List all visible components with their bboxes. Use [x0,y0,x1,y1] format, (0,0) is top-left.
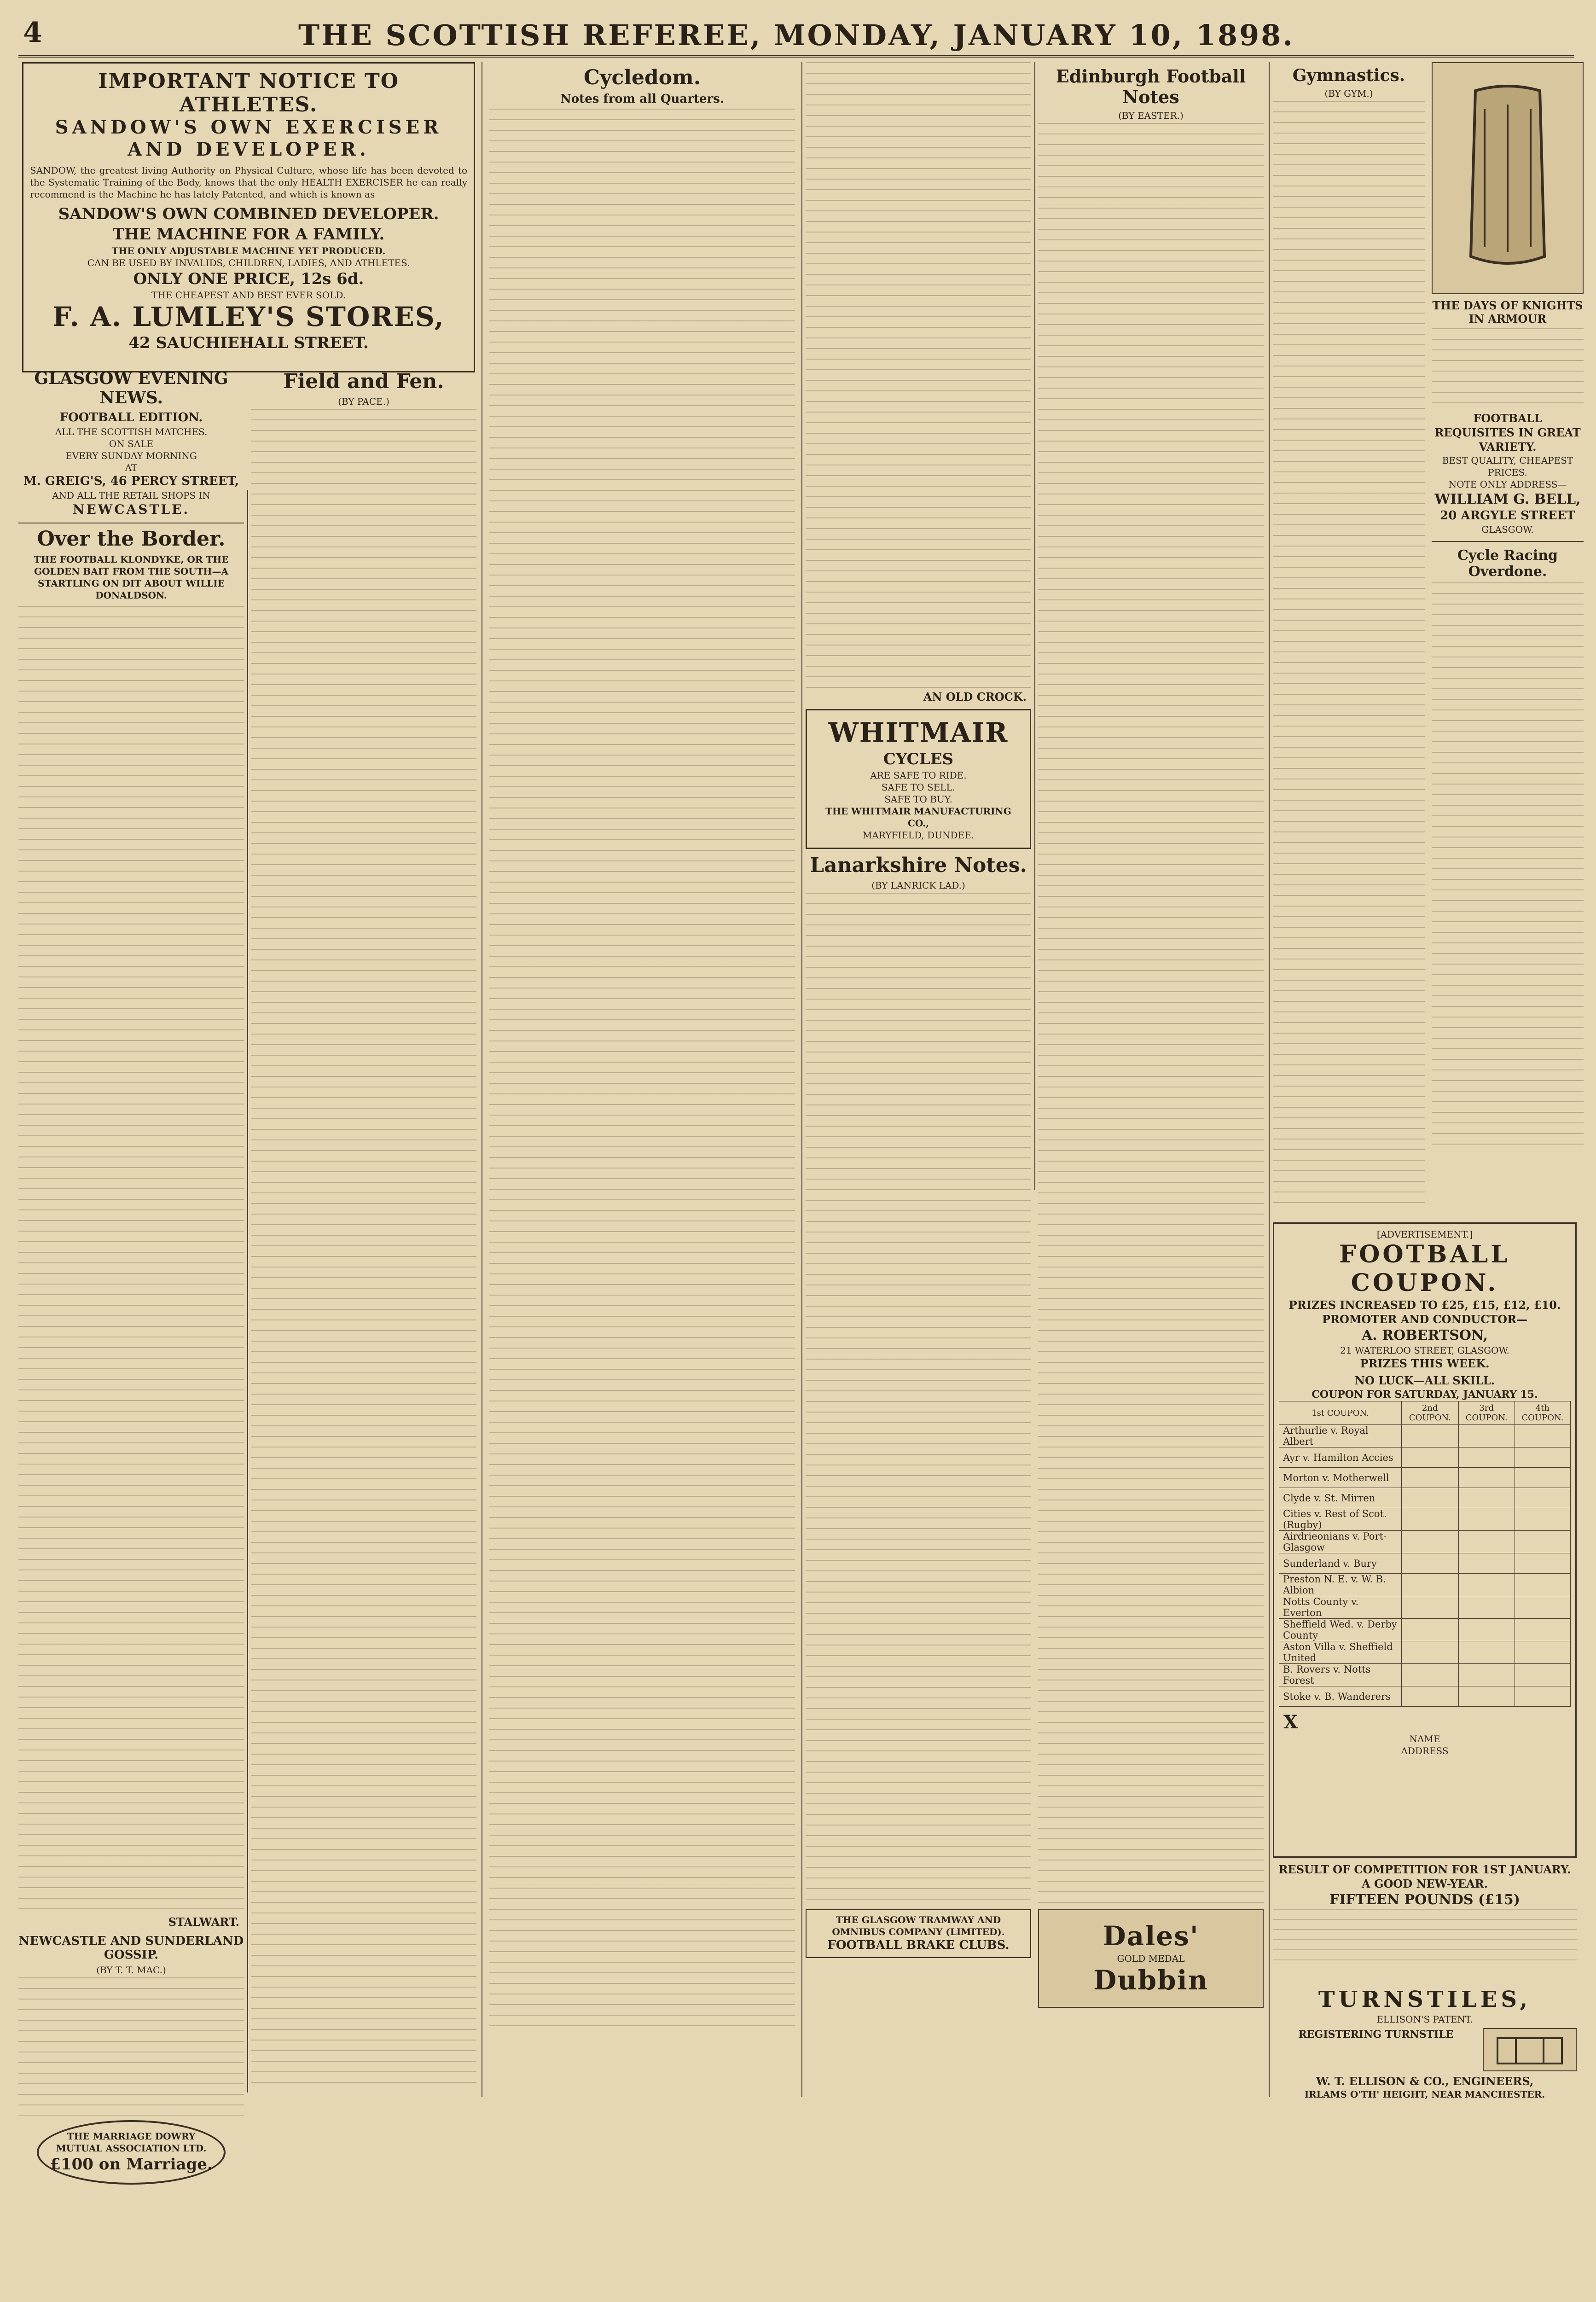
shin-guards-football: FOOTBALL REQUISITES IN GREAT VARIETY. [1434,412,1581,454]
shin-guards-best: BEST QUALITY, CHEAPEST PRICES. [1442,454,1573,478]
coupon-entry-cell[interactable] [1458,1425,1515,1447]
evening-news-matches: ALL THE SCOTTISH MATCHES. [55,426,208,437]
shin-guards-column [1432,62,1584,1149]
coupon-col-4: 4th COUPON. [1515,1401,1570,1425]
turnstiles-sub: ELLISON'S PATENT. [1376,2013,1473,2025]
gymnastics-headline: Gymnastics. [1292,66,1405,85]
coupon-row [1279,1619,1571,1641]
evening-news-edition: FOOTBALL EDITION. [59,411,203,424]
sandow-ad-developer: SANDOW'S OWN COMBINED DEVELOPER. [58,205,439,224]
coupon-entry-cell[interactable] [1458,1531,1515,1553]
coupon-entry-cell[interactable] [1515,1641,1570,1664]
coupon-entry-cell[interactable] [1458,1508,1515,1531]
coupon-name-label[interactable]: NAME [1409,1733,1440,1745]
coupon-no-luck: NO LUCK—ALL SKILL. [1355,1374,1495,1388]
shin-guards-street: 20 ARGYLE STREET [1440,508,1575,523]
gymnastics-body [1273,101,1425,1206]
coupon-prizes: PRIZES INCREASED TO £25, £15, £12, £10. [1288,1298,1561,1312]
turnstiles-company: W. T. ELLISON & CO., ENGINEERS, [1316,2074,1534,2088]
whitmair-safe-ride: ARE SAFE TO RIDE. [870,769,967,781]
newspaper-title: THE SCOTTISH REFEREE, MONDAY, JANUARY 10, 1898. [298,18,1294,52]
column-1b [251,366,476,2302]
coupon-col-3: 3rd COUPON. [1458,1401,1515,1425]
lanarkshire-headline: Lanarkshire Notes. [810,854,1027,877]
coupon-match: Notts County v. Everton [1279,1596,1402,1619]
coupon-entry-cell[interactable] [1515,1664,1570,1686]
coupon-row [1279,1686,1571,1707]
column-3 [806,62,1266,2097]
column-2 [486,62,799,2097]
sandow-ad-price: ONLY ONE PRICE, 12s 6d. [133,269,364,288]
cycledom-subhead: Notes from all Quarters. [560,92,724,106]
sandow-ad-cheapest: THE CHEAPEST AND BEST EVER SOLD. [151,289,346,301]
lumley-stores-address: 42 SAUCHIEHALL STREET. [128,334,369,353]
coupon-entry-cell[interactable] [1515,1447,1570,1468]
edinburgh-byline: (BY EASTER.) [1118,110,1184,121]
column-rule [1269,62,1270,2097]
shin-guards-title: THE DAYS OF KNIGHTS IN ARMOUR [1432,299,1583,326]
tramway-brakes: FOOTBALL BRAKE CLUBS. [827,1938,1010,1952]
coupon-row [1279,1574,1571,1596]
column-rule [247,490,248,2093]
coupon-address: 21 WATERLOO STREET, GLASGOW. [1340,1345,1509,1356]
coupon-row [1279,1508,1571,1531]
coupon-entry-cell[interactable] [1458,1641,1515,1664]
coupon-entry-cell[interactable] [1515,1686,1570,1707]
marriage-dowry-amount: £100 on Marriage. [50,2155,213,2174]
dales-medal: GOLD MEDAL [1117,1953,1185,1964]
coupon-row [1279,1488,1571,1508]
newcastle-byline: (BY T. T. MAC.) [96,1964,166,1976]
coupon-title: FOOTBALL COUPON. [1339,1240,1510,1297]
coupon-match: Clyde v. St. Mirren [1279,1488,1402,1508]
coupon-match: Stoke v. B. Wanderers [1279,1686,1402,1707]
shin-guards-city: GLASGOW. [1481,524,1534,535]
turnstiles-place: IRLAMS O'TH' HEIGHT, NEAR MANCHESTER. [1304,2088,1545,2100]
coupon-entry-cell[interactable] [1458,1619,1515,1641]
coupon-entry-cell[interactable] [1401,1574,1458,1596]
lanarkshire-byline: (BY LANRICK LAD.) [871,880,965,891]
evening-news-every: EVERY SUNDAY MORNING [65,450,197,461]
coupon-entry-cell[interactable] [1515,1488,1570,1508]
coupon-entry-cell[interactable] [1401,1425,1458,1447]
football-coupon [1273,1222,1577,1858]
coupon-entry-cell[interactable] [1401,1619,1458,1641]
evening-news-title: GLASGOW EVENING NEWS. [34,369,228,407]
coupon-row [1279,1664,1571,1686]
coupon-entry-cell[interactable] [1515,1425,1570,1447]
coupon-entry-cell[interactable] [1458,1664,1515,1686]
coupon-row [1279,1425,1571,1447]
coupon-entry-cell[interactable] [1515,1531,1570,1553]
coupon-this-week: PRIZES THIS WEEK. [1360,1357,1490,1371]
coupon-entry-cell[interactable] [1515,1596,1570,1619]
coupon-entry-cell[interactable] [1515,1508,1570,1531]
coupon-match: Sheffield Wed. v. Derby County [1279,1619,1402,1641]
turnstiles-ad [1273,1987,1577,2100]
coupon-row [1279,1531,1571,1553]
tramway-ad [806,1909,1031,1958]
newcastle-headline: NEWCASTLE AND SUNDERLAND GOSSIP. [18,1934,244,1962]
dales-dubbin-ad [1038,1909,1264,2008]
coupon-entry-cell[interactable] [1458,1596,1515,1619]
coupon-advertisement-label: [ADVERTISEMENT.] [1376,1229,1473,1240]
coupon-row [1279,1447,1571,1468]
over-border-headline: Over the Border. [37,527,226,551]
stalwart-signature: STALWART. [168,1915,239,1929]
coupon-entry-cell[interactable] [1515,1574,1570,1596]
coupon-address-label[interactable]: ADDRESS [1401,1745,1449,1757]
whitmair-maker: THE WHITMAIR MANUFACTURING CO., [825,805,1011,829]
marriage-dowry-name: THE MARRIAGE DOWRY MUTUAL ASSOCIATION LTD. [56,2130,207,2154]
coupon-col-1: 1st COUPON. [1279,1401,1402,1425]
sandow-ad-tagline: THE ONLY ADJUSTABLE MACHINE YET PRODUCED. [111,245,386,256]
coupon-entry-cell[interactable] [1515,1468,1570,1488]
edinburgh-headline: Edinburgh Football Notes [1056,66,1246,107]
lumley-stores-name: F. A. LUMLEY'S STORES, [52,301,445,332]
coupon-entry-cell[interactable] [1401,1531,1458,1553]
column-rule [801,62,802,2097]
field-fen-byline: (BY PACE.) [338,396,389,407]
dales-name: Dales' [1103,1920,1199,1952]
turnstile-illustration [1483,2028,1577,2071]
marriage-dowry-ad [37,2120,226,2185]
coupon-promoter: PROMOTER AND CONDUCTOR— [1322,1312,1528,1326]
evening-news-ad [18,369,244,523]
cycledom-headline: Cycledom. [583,66,701,89]
coupon-new-year: A GOOD NEW-YEAR. [1362,1877,1488,1891]
coupon-match: Ayr v. Hamilton Accies [1279,1447,1402,1468]
coupon-entry-cell[interactable] [1401,1664,1458,1686]
page-number: 4 [23,17,42,49]
evening-news-at: AT [125,462,138,473]
coupon-entry-cell[interactable] [1401,1596,1458,1619]
coupon-row [1279,1641,1571,1664]
coupon-row [1279,1596,1571,1619]
cycledom-continued [806,62,1031,688]
over-border-body [18,606,244,1913]
coupon-table [1279,1401,1571,1707]
field-fen-headline: Field and Fen. [283,370,444,393]
tramway-name: THE GLASGOW TRAMWAY AND OMNIBUS COMPANY (LIMITED). [832,1914,1005,1937]
over-border-kicker: THE FOOTBALL KLONDYKE, OR THE GOLDEN BAIT FROM THE SOUTH—A STARTLING ON DIT ABOUT WILLIE DONALDSON. [34,553,229,601]
coupon-match: B. Rovers v. Notts Forest [1279,1664,1402,1686]
coupon-row [1279,1553,1571,1574]
coupon-entry-cell[interactable] [1401,1447,1458,1468]
old-crock-signature: AN OLD CROCK. [923,690,1027,703]
sandow-ad-product-line: SANDOW'S OWN EXERCISER AND DEVELOPER. [55,116,442,161]
coupon-entry-cell[interactable] [1401,1488,1458,1508]
evening-news-town: NEWCASTLE. [72,501,190,517]
coupon-x-mark: X [1283,1711,1298,1733]
coupon-match: Arthurlie v. Royal Albert [1279,1425,1402,1447]
coupon-entry-cell[interactable] [1458,1686,1515,1707]
coupon-entry-cell[interactable] [1515,1553,1570,1574]
sandow-ad-intro: SANDOW, the greatest living Authority on Physical Culture, whose life has been devoted to the Systematic Training of the Body, knows that the only HEALTH EXERCISER he can really recommend is the Machine he has lately Patented, and which is known as [30,165,467,200]
coupon-match: Preston N. E. v. W. B. Albion [1279,1574,1402,1596]
sandow-ad-family: THE MACHINE FOR A FAMILY. [112,225,385,244]
whitmair-safe-buy: SAFE TO BUY. [884,793,952,805]
coupon-match: Aston Villa v. Sheffield United [1279,1641,1402,1664]
column-1a [18,366,244,2302]
edinburgh-body [1038,123,1264,1905]
shin-guards-illustration [1432,62,1584,294]
shin-guards-seller: WILLIAM G. BELL, [1434,491,1581,507]
whitmair-safe-sell: SAFE TO SELL. [881,781,956,793]
coupon-entry-cell[interactable] [1515,1619,1570,1641]
column-3a [806,62,1031,2097]
coupon-result-title: RESULT OF COMPETITION FOR 1ST JANUARY. [1278,1863,1571,1876]
whitmair-cycles: CYCLES [883,750,954,768]
coupon-rules [1273,1909,1577,1964]
gymnastics-column [1273,62,1425,1206]
sandow-exerciser-ad [22,62,475,372]
coupon-entry-cell[interactable] [1458,1488,1515,1508]
coupon-entry-cell[interactable] [1458,1468,1515,1488]
evening-news-shop: M. GREIG'S, 46 PERCY STREET, [23,474,239,488]
coupon-entry-cell[interactable] [1401,1508,1458,1531]
lanarkshire-body [806,893,1031,1906]
column-4 [1273,62,1586,2100]
coupon-promoter-name: A. ROBERTSON, [1362,1327,1488,1344]
column-3b [1038,62,1264,2097]
coupon-entry-cell[interactable] [1401,1468,1458,1488]
cycle-racing-body [1432,582,1584,1149]
dubbin-name: Dubbin [1093,1965,1208,1996]
whitmair-place: MARYFIELD, DUNDEE. [862,829,975,841]
turnstiles-title: TURNSTILES, [1318,1987,1532,2012]
newcastle-body [18,1977,244,2116]
gymnastics-byline: (BY GYM.) [1324,88,1373,99]
coupon-entry-cell[interactable] [1401,1641,1458,1664]
coupon-date: COUPON FOR SATURDAY, JANUARY 15. [1312,1388,1538,1401]
coupon-entry-cell[interactable] [1458,1574,1515,1596]
evening-news-on-sale: ON SALE [109,438,154,449]
whitmair-name: WHITMAIR [828,717,1009,748]
sandow-ad-headline: IMPORTANT NOTICE TO ATHLETES. [98,70,400,116]
coupon-col-2: 2nd COUPON. [1401,1401,1458,1425]
field-fen-body [251,409,476,2089]
coupon-match: Morton v. Motherwell [1279,1468,1402,1488]
coupon-fifteen: FIFTEEN POUNDS (£15) [1329,1892,1520,1908]
evening-news-retail: AND ALL THE RETAIL SHOPS IN [52,489,210,501]
shin-guards-text [1432,328,1584,411]
whitmair-cycles-ad [806,709,1031,849]
shin-guard-icon [1448,81,1567,275]
coupon-entry-cell[interactable] [1401,1686,1458,1707]
coupon-match: Sunderland v. Bury [1279,1553,1402,1574]
coupon-entry-cell[interactable] [1458,1553,1515,1574]
coupon-entry-cell[interactable] [1458,1447,1515,1468]
cycle-racing-headline: Cycle Racing Overdone. [1457,547,1558,580]
coupon-match: Cities v. Rest of Scot. (Rugby) [1279,1508,1402,1531]
masthead [18,13,1574,58]
column-1 [18,62,479,2174]
column-rule [1034,62,1035,1190]
turnstile-icon [1493,2034,1567,2066]
coupon-row [1279,1468,1571,1488]
coupon-results [1273,1862,1577,1964]
sandow-ad-usage: CAN BE USED BY INVALIDS, CHILDREN, LADIES, AND ATHLETES. [87,257,410,268]
cycledom-body [489,109,795,2033]
turnstiles-registering: REGISTERING TURNSTILE [1298,2028,1454,2040]
coupon-match: Airdrieonians v. Port-Glasgow [1279,1531,1402,1553]
shin-guards-note: NOTE ONLY ADDRESS— [1448,478,1567,490]
coupon-entry-cell[interactable] [1401,1553,1458,1574]
